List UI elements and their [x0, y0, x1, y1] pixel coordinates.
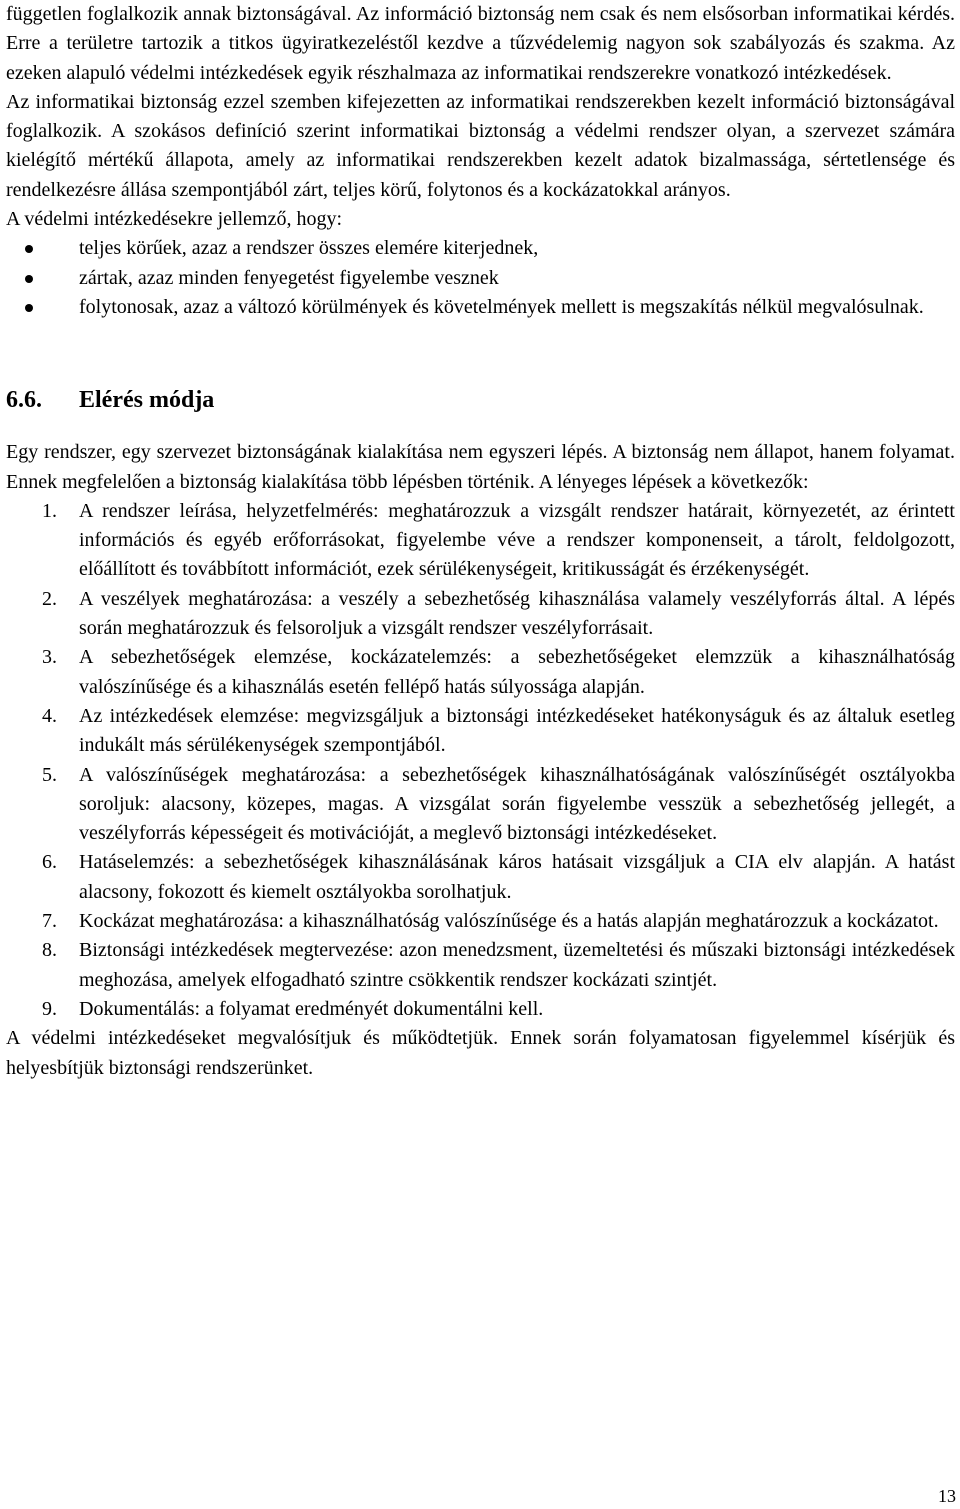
step-text: Hatáselemzés: a sebezhetőségek kihasználásának káros hatásait vizsgáljuk a CIA elv alapján. A hatást alacsony, fokozott és kiemelt osztályokba sorolhatjuk.: [79, 851, 955, 903]
list-item: [6, 995, 955, 1024]
bullet-text: zártak, azaz minden fenyegetést figyelembe vesznek: [79, 266, 499, 289]
bullet-icon: [25, 245, 33, 253]
step-number: 7.: [42, 910, 57, 933]
bullet-text: folytonosak, azaz a változó körülmények és követelmények mellett is megszakítás nélkül megvalósulnak.: [79, 295, 924, 318]
bullet-icon: [25, 304, 33, 312]
properties-bullet-list: [6, 234, 955, 322]
step-text: Az intézkedések elemzése: megvizsgáljuk a biztonsági intézkedéseket hatékonyságuk és az általuk esetleg indukált más sérülékenységek szempontjából.: [79, 704, 955, 757]
list-item: [6, 293, 955, 322]
step-text: A sebezhetőségek elemzése, kockázatelemzés: a sebezhetőségeket elemzzük a kihasználhatóság valószínűsége és a kihasználás esetén fellépő hatás súlyossága alapján.: [79, 646, 955, 698]
step-number: 1.: [42, 499, 57, 522]
step-number: 5.: [42, 763, 57, 786]
section-number: 6.6.: [6, 387, 42, 414]
bullet-text: teljes körűek, azaz a rendszer összes elemére kiterjednek,: [79, 237, 539, 260]
list-item: [6, 585, 955, 644]
list-item: [6, 234, 955, 263]
step-number: 9.: [42, 997, 57, 1020]
step-number: 6.: [42, 851, 57, 874]
list-item: [6, 643, 955, 702]
step-number: 4.: [42, 704, 57, 727]
step-text: A rendszer leírása, helyzetfelmérés: meghatározzuk a vizsgált rendszer határait, környezetét, az érintett információs és egyéb erőforrásokat, figyelembe véve a rendszer komponenseit, a tárolt, feldolgozott, előállított és továbbított információt, ezek sérülékenységeit, kritikusságát és érzékenységét.: [79, 499, 955, 581]
list-item: [6, 907, 955, 936]
step-text: Kockázat meghatározása: a kihasználhatóság valószínűsége és a hatás alapján meghatározzuk a kockázatot.: [79, 910, 939, 933]
document-page: [6, 0, 955, 1083]
list-item: [6, 936, 955, 995]
step-text: A veszélyek meghatározása: a veszély a sebezhetőség kihasználása valamely veszélyforrás által. A lépés során meghatározzuk és felsoroljuk a vizsgált rendszer veszélyforrásait.: [79, 587, 955, 640]
section-heading: [6, 384, 955, 416]
list-item: [6, 702, 955, 761]
step-text: Biztonsági intézkedések megtervezése: azon menedzsment, üzemeltetési és műszaki biztonsági intézkedések meghozása, amelyek elfogadható szintre csökkentik rendszer kockázati szintjét.: [79, 939, 955, 991]
intro-paragraph-2: Az informatikai biztonság ezzel szemben kifejezetten az informatikai rendszerekben kezelt információ biztonságával foglalkozik. A szokásos definíció szerint informatikai biztonság a védelmi rendszer olyan, a szervezet számára kielégítő mértékű állapota, amely az informatikai rendszerekben kezelt adatok bizalmassága, sértetlensége és rendelkezésre állása szempontjából zárt, teljes körű, folytonos és a kockázatokkal arányos.: [6, 90, 955, 201]
page-number: 13: [938, 1486, 956, 1506]
intro-paragraph-3: A védelmi intézkedésekre jellemző, hogy:: [6, 208, 342, 231]
closing-paragraph: A védelmi intézkedéseket megvalósítjuk és működtetjük. Ennek során folyamatosan figyelemmel kísérjük és helyesbítjük biztonsági rendszerünket.: [6, 1027, 955, 1079]
intro-paragraph-1: független foglalkozik annak biztonságával. Az információ biztonság nem csak és nem elsősorban informatikai kérdés. Erre a területre tartozik a titkos ügyiratkezeléstől kezdve a tűzvédelemig nagyon sok szabályozás és szakma. Az ezeken alapuló védelmi intézkedések egyik részhalmaza az informatikai rendszerekre vonatkozó intézkedések.: [6, 3, 955, 84]
list-item: [6, 264, 955, 293]
step-text: A valószínűségek meghatározása: a sebezhetőségek kihasználhatóságának valószínűségét osztályokba soroljuk: alacsony, közepes, magas. A vizsgálat során figyelembe vesszük a sebezhetőség jellegét, a veszélyforrás képességeit és motivációját, a meglevő biztonsági intézkedéseket.: [79, 763, 955, 845]
step-number: 8.: [42, 939, 57, 962]
list-item: [6, 761, 955, 849]
list-item: [6, 848, 955, 907]
step-number: 3.: [42, 646, 57, 669]
section-intro-paragraph: Egy rendszer, egy szervezet biztonságának kialakítása nem egyszeri lépés. A biztonság nem állapot, hanem folyamat. Ennek megfelelően a biztonság kialakítása több lépésben történik. A lényeges lépések a következők:: [6, 441, 955, 493]
steps-list: [6, 497, 955, 1024]
step-text: Dokumentálás: a folyamat eredményét dokumentálni kell.: [79, 997, 544, 1020]
step-number: 2.: [42, 587, 57, 610]
list-item: [6, 497, 955, 585]
bullet-icon: [25, 275, 33, 283]
section-title: Elérés módja: [79, 387, 215, 414]
